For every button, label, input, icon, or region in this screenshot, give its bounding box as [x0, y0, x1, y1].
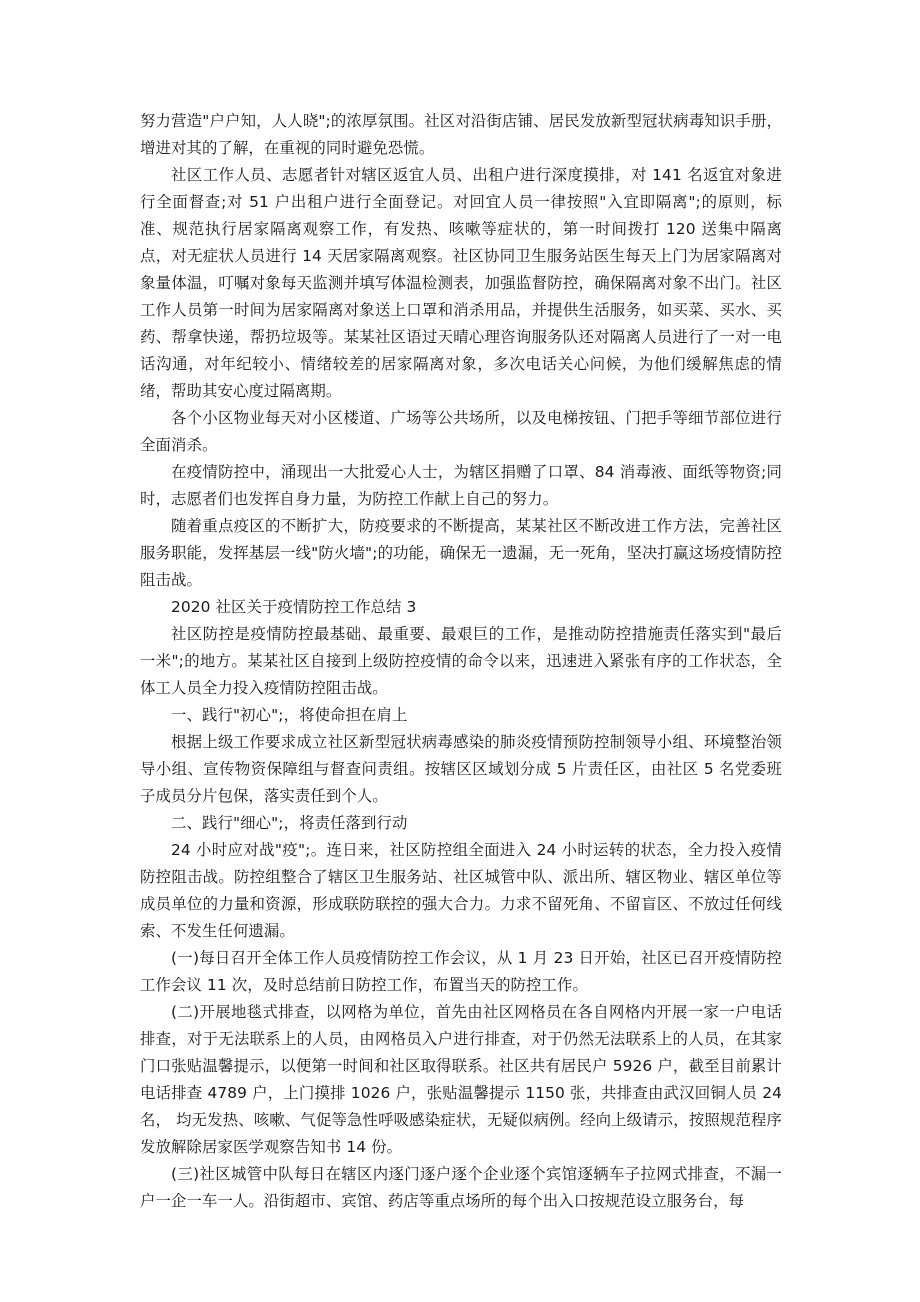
paragraph-firewall: 随着重点疫区的不断扩大，防疫要求的不断提高，某某社区不断改进工作方法，完善社区服务职能，发挥基层一线"防火墙";的功能，确保无一遗漏，无一死角，坚决打赢这场疫情防控阻击战。 [140, 517, 782, 589]
paragraph-donations: 在疫情防控中，涌现出一大批爱心人士，为辖区捐赠了口罩、84 消毒液、面纸等物资;同时，志愿者们也发挥自身力量，为防控工作献上自己的努力。 [140, 463, 782, 508]
paragraph-item-one: (一)每日召开全体工作人员疫情防控工作会议，从 1 月 23 日开始，社区已召开疫情防控工作会议 11 次，及时总结前日防控工作，布置当天的防控工作。 [140, 949, 782, 994]
document-page [140, 108, 782, 1215]
heading-part-one: 一、践行"初心";，将使命担在肩上 [171, 706, 408, 724]
heading-part-two: 二、践行"细心";，将责任落到行动 [171, 814, 408, 832]
paragraph-returnee-screening: 社区工作人员、志愿者针对辖区返宜人员、出租户进行深度摸排，对 141 名返宜对象进行全面督查;对 51 户出租户进行全面登记。对回宜人员一律按照"入宜即隔离";的原则，标准、规范执行居家隔离观察工作，有发热、咳嗽等症状的，第一时间拨打 120 送集中隔离点，对无症状人员进行 14 天居家隔离观察。社区协同卫生服务站医生每天上门为居家隔离对象量体温，叮嘱对象每天监测并填写体温检测表，加强监督防控，确保隔离对象不出门。社区工作人员第一时间为居家隔离对象送上口罩和消杀用品，并提供生活服务，如买菜、买水、买药、帮拿快递，帮扔垃圾等。某某社区语过天晴心理咨询服务队还对隔离人员进行了一对一电话沟通，对年纪较小、情绪较差的居家隔离对象，多次电话关心问候，为他们缓解焦虑的情绪，帮助其安心度过隔离期。 [140, 166, 782, 400]
paragraph-24-hour: 24 小时应对战"疫";。连日来，社区防控组全面进入 24 小时运转的状态，全力投入疫情防控阻击战。防控组整合了辖区卫生服务站、社区城管中队、派出所、辖区物业、辖区单位等成员单位的力量和资源，形成联防联控的强大合力。力求不留死角、不留盲区、不放过任何线索、不发生任何遗漏。 [140, 841, 782, 940]
paragraph-item-two: (二)开展地毯式排查，以网格为单位，首先由社区网格员在各自网格内开展一家一户电话排查，对于无法联系上的人员，由网格员入户进行排查，对于仍然无法联系上的人员，在其家门口张贴温馨提示，以便第一时间和社区取得联系。社区共有居民户 5926 户，截至目前累计电话排查 4789 户，上门摸排 1026 户，张贴温馨提示 1150 张，共排查由武汉回铜人员 24 名， 均无发热、咳嗽、气促等急性呼吸感染症状，无疑似病例。经向上级请示，按照规范程序发放解除居家医学观察告知书 14 份。 [140, 1003, 782, 1156]
paragraph-intro-continued: 努力营造"户户知，人人晓";的浓厚氛围。社区对沿街店铺、居民发放新型冠状病毒知识手册，增进对其的了解，在重视的同时避免恐慌。 [140, 112, 782, 157]
paragraph-leadership-groups: 根据上级工作要求成立社区新型冠状病毒感染的肺炎疫情预防控制领导小组、环境整治领导小组、宣传物资保障组与督查问责组。按辖区区域划分成 5 片责任区，由社区 5 名党委班子成员分片包保，落实责任到个人。 [140, 733, 782, 805]
paragraph-disinfection: 各个小区物业每天对小区楼道、广场等公共场所，以及电梯按钮、门把手等细节部位进行全面消杀。 [140, 409, 782, 454]
paragraph-last-mile: 社区防控是疫情防控最基础、最重要、最艰巨的工作，是推动防控措施责任落实到"最后一米";的地方。某某社区自接到上级防控疫情的命令以来，迅速进入紧张有序的工作状态，全体工人员全力投入疫情防控阻击战。 [140, 625, 782, 697]
paragraph-item-three: (三)社区城管中队每日在辖区内逐门逐户逐个企业逐个宾馆逐辆车子拉网式排查，不漏一户一企一车一人。沿街超市、宾馆、药店等重点场所的每个出入口按规范设立服务台，每 [140, 1165, 782, 1210]
section-title-summary-3: 2020 社区关于疫情防控工作总结 3 [171, 598, 417, 616]
